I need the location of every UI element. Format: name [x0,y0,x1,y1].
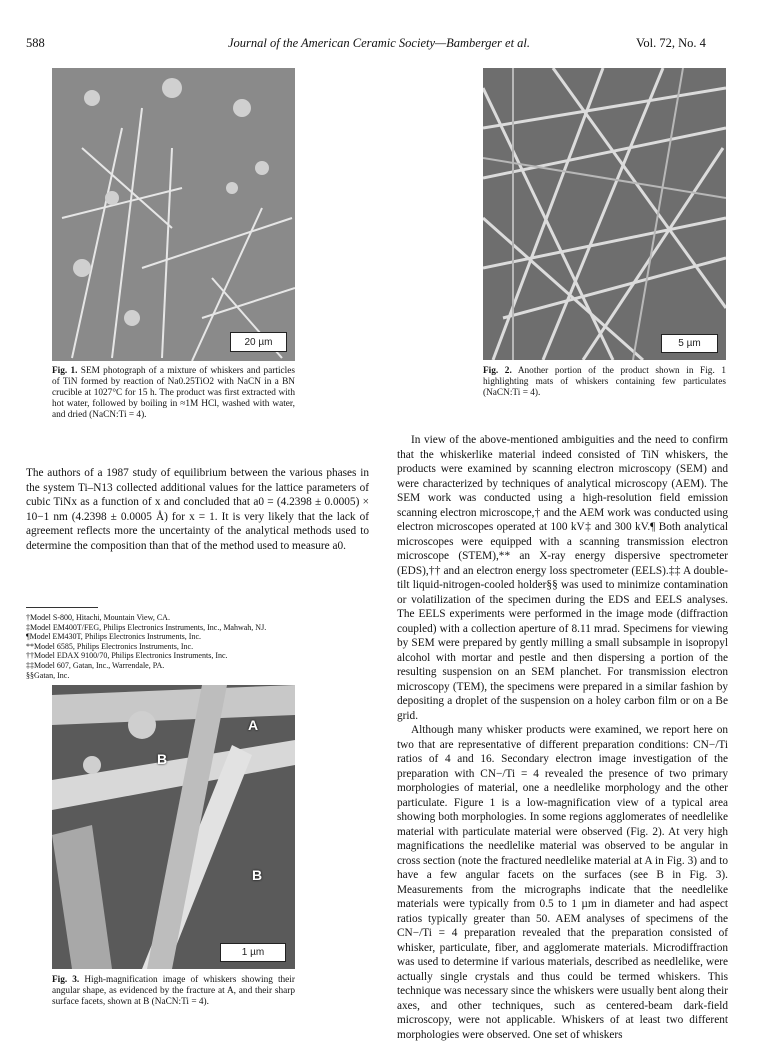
figure-3-scale-label: 1 µm [241,947,265,958]
running-title: Journal of the American Ceramic Society—Bamberger et al. [228,36,531,50]
figure-3-caption [52,975,295,1008]
figure-2-label: Fig. 2. [483,366,512,376]
figure-3-marker-b-bottom: B [252,867,263,883]
figure-1-scale-bar [230,332,287,352]
figure-2-caption-text: Another portion of the product shown in Fig. 1 highlighting mats of whiskers containing few particulates (NaCN:Ti = 4). [483,366,726,398]
figure-2-caption [483,366,726,399]
footnote: †Model S-800, Hitachi, Mountain View, CA. [26,613,170,622]
figure-1-scale-label: 20 µm [244,336,273,348]
footnote: ‡‡Model 607, Gatan, Inc., Warrendale, PA. [26,660,165,670]
left-paragraph: The authors of a 1987 study of equilibrium between the various phases in the system Ti–N13 collected additional values for the lattice parameters of cubic TiNx as a function of x and concluded that a0 = (4.2398 ± 0.0005) × 10−1 nm (4.2398 ± 0.0005 Å) for x = 1. It is very likely that the lack of agreement reflects more the uncertainty of the analytical methods used to determine the composition than that of the method used to measure a0. [26,467,369,552]
figure-2-scale-bar [661,334,718,353]
footnote: ††Model EDAX 9100/70, Philips Electronics Instruments, Inc. [26,651,228,661]
figure-3-image [52,685,295,969]
figure-3-marker-a: A [248,717,259,733]
footnote-rule [26,607,98,608]
figure-2-image [483,68,726,360]
volume-info: Vol. 72, No. 4 [636,36,706,50]
figure-1-image [52,68,295,361]
figure-3-micrograph [52,685,295,969]
figure-1-micrograph [52,68,295,361]
page-number: 588 [26,36,45,50]
footnote: §§Gatan, Inc. [26,670,70,680]
figure-3-marker-b-top: B [157,751,168,767]
figure-2-scale-label: 5 µm [678,338,701,349]
figure-2-micrograph [483,68,726,360]
figure-1-caption-text: SEM photograph of a mixture of whiskers and particles of TiN formed by reaction of Na0.25TiO2 with NaCN in a BN crucible at 1027°C for 15 h. The product was first extracted with hot water, followed by boiling in ≈1M HCl, washed with water, and dried (NaCN:Ti = 4). [52,366,295,420]
footnotes [26,613,369,680]
footnote: ¶Model EM430T, Philips Electronics Instruments, Inc. [26,632,202,642]
right-column-text [397,433,728,1042]
figure-3-label: Fig. 3. [52,975,80,985]
right-paragraph-1: In view of the above-mentioned ambiguities and the need to confirm that the whiskerlike material indeed consisted of TiN whiskers, the products were examined by scanning electron microscopy (SEM) and were characterized by techniques of analytical microscopy (AEM). The SEM work was conducted using a high-resolution field emission scanning electron microscope,† and the AEM work was conducted using electron microscopes operated at 100 kV‡ and 300 kV.¶ Both analytical microscopes were equipped with a scanning transmission electron microscope (STEM),** an X-ray energy dispersive spectrometer (EDS),†† and an electron energy loss spectrometer (EELS).‡‡ A double-tilt liquid-nitrogen-cooled holder§§ was used to minimize contamination or volatilization of the specimen during the EDS and EELS analyses. The EELS experiments were performed in the image mode (diffraction coupled) with a collection aperture of 8.11 mrad. Specimens for viewing by SEM were prepared by gently milling a small subsample in isopropyl alcohol with mortar and pestle and then dispersing a portion of the resulting suspension on an SEM planchet. For transmission electron microscopy (TEM), the specimens were prepared in a similar fashion by depositing a droplet of the suspension on a holey carbon film or on a Be grid. [397,434,728,722]
footnote: **Model 6585, Philips Electronics Instruments, Inc. [26,641,194,651]
left-column-text [26,466,369,553]
figure-1-caption [52,366,295,421]
footnote: ‡Model EM400T/FEG, Philips Electronics Instruments, Inc., Mahwah, NJ. [26,622,267,632]
right-paragraph-2: Although many whisker products were examined, we report here on two that are representative of different preparation conditions: CN−/Ti ratios of 4 and 16. Secondary electron image investigation of the preparation with CN−/Ti = 4 revealed the presence of two primary morphologies of material, one a needlelike morphology and the other particulate. Figure 1 is a low-magnification view of a typical area showing both morphologies. In some regions agglomerates of needlelike material with particulate material were observed (Fig. 2). At very high magnifications the needlelike material was observed to be angular in cross section (note the fractured needlelike material at A in Fig. 3) and to have a few angular facets on the surfaces (see B in Fig. 3). Measurements from the micrographs indicate that the needlelike materials were typically from 0.5 to 1 µm in diameter and had aspect ratios typically greater than 50. AEM analyses of specimens of the CN−/Ti = 4 preparation revealed that the preparation consisted of whisker, particulate, fiber, and agglomerate materials. Microdiffraction was used to determine if various materials, described as needlelike, were actually single crystals and thus could be termed whiskers. This technique was necessary since the whiskers were usually bent along their axes, and other techniques, such as centered-beam dark-field microscopy, were not applicable. Whiskers of at least two different morphologies were observed. One set of whiskers [397,724,728,1041]
figure-1-label: Fig. 1. [52,366,78,376]
figure-3-caption-text: High-magnification image of whiskers showing their angular shape, as evidenced by the fracture at A, and their sharp surface facets, shown at B (NaCN:Ti = 4). [52,975,295,1007]
figure-3-scale-bar [220,943,286,962]
